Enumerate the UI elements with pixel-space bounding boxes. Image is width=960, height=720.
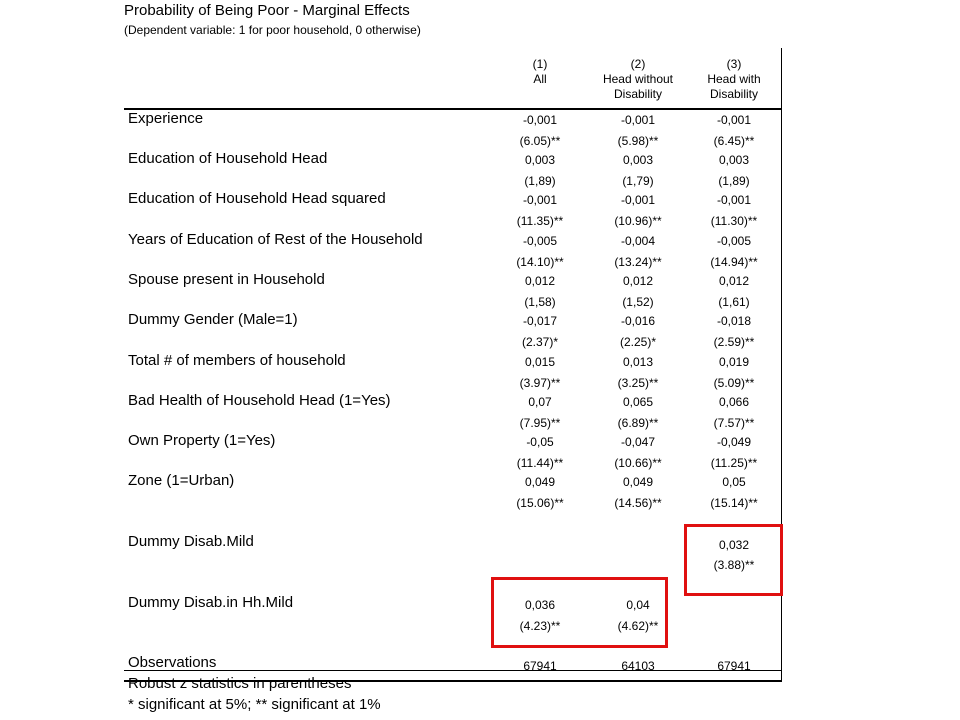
coef-cell: 0,013 [622,355,654,369]
z-stat-cell: (2.37)* [521,335,559,349]
z-stat-cell: (11.35)** [516,214,564,228]
coef-cell: -0,001 [620,193,656,207]
z-stat-cell: (2.59)** [713,335,755,349]
footnote-robust: Robust z statistics in parentheses [128,675,352,692]
z-stat-cell: (7.95)** [519,416,561,430]
column-title-line2: Disability [709,87,758,101]
coef-cell: 0,066 [718,395,750,409]
z-stat-cell: (6.89)** [617,416,659,430]
coef-cell: -0,016 [620,314,656,328]
z-stat-cell: (1,89) [524,174,556,188]
coef-cell: -0,001 [716,113,752,127]
z-stat-cell: (3.25)** [617,376,659,390]
table-subtitle: (Dependent variable: 1 for poor household, 0 otherwise) [124,23,421,37]
column-number: (2) [630,57,646,71]
observations-label: Observations [128,654,217,671]
column-number: (3) [726,57,742,71]
column-header-2 [588,57,688,102]
z-stat-cell: (7.57)** [713,416,755,430]
highlight-box-disab-mild [684,524,783,596]
coef-cell: -0,004 [620,234,656,248]
row-label: Education of Household Head squared [128,190,386,207]
coef-cell: 0,049 [622,475,654,489]
coef-cell: 0,003 [622,153,654,167]
z-stat-cell: (5.98)** [617,134,659,148]
coef-cell: -0,001 [620,113,656,127]
row-label: Experience [128,110,204,127]
column-title-line1: Head with [707,72,761,86]
coef-cell: 0,07 [528,395,552,409]
z-stat-cell: (2.25)* [619,335,657,349]
coef-cell: 0,015 [524,355,556,369]
coef-cell: -0,005 [522,234,558,248]
z-stat-cell: (1,79) [622,174,654,188]
row-label: Dummy Disab.Mild [128,533,254,550]
table-title: Probability of Being Poor - Marginal Effects [124,2,410,19]
coef-cell: 0,003 [524,153,556,167]
coef-cell: 0,04 [626,598,650,612]
z-stat-cell: (3.97)** [519,376,561,390]
row-label: Education of Household Head [128,150,328,167]
column-title-line1: All [533,72,547,86]
z-stat-cell: (13.24)** [614,255,662,269]
row-label: Dummy Disab.in Hh.Mild [128,594,294,611]
z-stat-cell: (14.56)** [614,496,662,510]
row-label: Bad Health of Household Head (1=Yes) [128,392,391,409]
observations-cell: 67941 [717,659,751,673]
header-right-border [781,48,782,110]
z-stat-cell: (15.14)** [710,496,758,510]
coef-cell: -0,05 [526,435,554,449]
z-stat-cell: (3.88)** [713,558,755,572]
z-stat-cell: (11.44)** [516,456,564,470]
highlight-box-disab-hh-mild [491,577,668,648]
coef-cell: 0,012 [524,274,556,288]
header-rule [124,108,782,110]
column-title-line2: Disability [613,87,662,101]
z-stat-cell: (1,52) [622,295,654,309]
coef-cell: -0,047 [620,435,656,449]
column-header-1 [490,57,590,87]
row-label: Zone (1=Urban) [128,472,235,489]
coef-cell: -0,001 [522,193,558,207]
coef-cell: -0,018 [716,314,752,328]
z-stat-cell: (11.30)** [710,214,758,228]
row-label: Own Property (1=Yes) [128,432,276,449]
coef-cell: -0,049 [716,435,752,449]
row-label: Total # of members of household [128,352,346,369]
coef-cell: -0,001 [522,113,558,127]
coef-cell: 0,012 [622,274,654,288]
coef-cell: 0,036 [524,598,556,612]
footnote-significance: * significant at 5%; ** significant at 1% [128,696,381,713]
coef-cell: 0,012 [718,274,750,288]
z-stat-cell: (5.09)** [713,376,755,390]
coef-cell: 0,003 [718,153,750,167]
z-stat-cell: (1,89) [718,174,750,188]
observations-cell: 64103 [621,659,655,673]
z-stat-cell: (6.45)** [713,134,755,148]
coef-cell: -0,017 [522,314,558,328]
z-stat-cell: (14.94)** [710,255,758,269]
column-title-line1: Head without [602,72,674,86]
column-header-3 [684,57,784,102]
z-stat-cell: (10.66)** [614,456,662,470]
coef-cell: 0,065 [622,395,654,409]
z-stat-cell: (11.25)** [710,456,758,470]
coef-cell: 0,032 [718,538,750,552]
coef-cell: 0,05 [722,475,746,489]
coef-cell: 0,049 [524,475,556,489]
coef-cell: -0,005 [716,234,752,248]
row-label: Years of Education of Rest of the Household [128,231,423,248]
z-stat-cell: (4.62)** [617,619,659,633]
row-label: Spouse present in Household [128,271,325,288]
z-stat-cell: (10.96)** [614,214,662,228]
z-stat-cell: (15.06)** [516,496,564,510]
z-stat-cell: (6.05)** [519,134,561,148]
coef-cell: 0,019 [718,355,750,369]
z-stat-cell: (4.23)** [519,619,561,633]
z-stat-cell: (14.10)** [516,255,564,269]
z-stat-cell: (1,58) [524,295,556,309]
observations-cell: 67941 [523,659,557,673]
column-number: (1) [532,57,548,71]
row-label: Dummy Gender (Male=1) [128,311,298,328]
z-stat-cell: (1,61) [718,295,750,309]
coef-cell: -0,001 [716,193,752,207]
